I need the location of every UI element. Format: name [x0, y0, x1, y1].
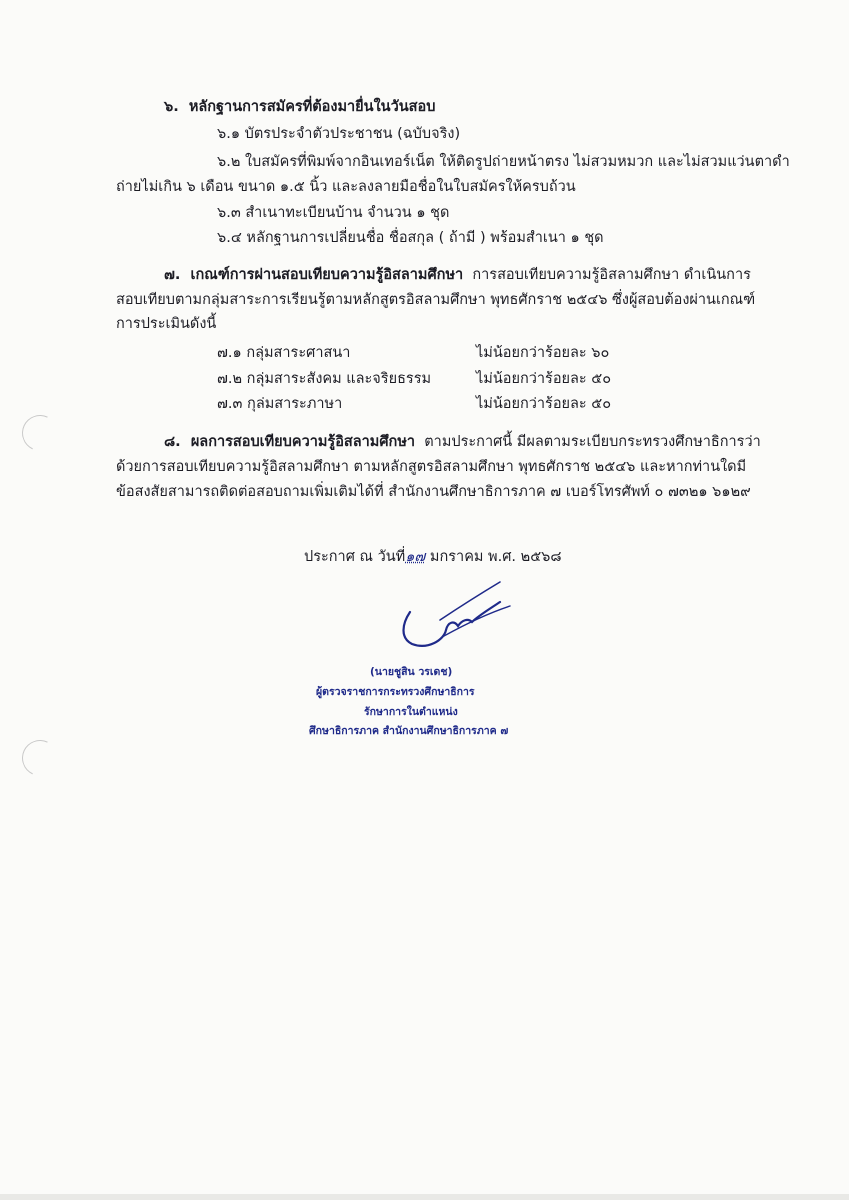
- section8-heading: ๘. ผลการสอบเทียบความรู้อิสลามศึกษา: [164, 434, 416, 450]
- section6-item4: ๖.๔ หลักฐานการเปลี่ยนชื่อ ชื่อสกุล ( ถ้ามี ) พร้อมสำเนา ๑ ชุด: [217, 230, 604, 246]
- signer-office: ศึกษาธิการภาค สำนักงานศึกษาธิการภาค ๗: [309, 725, 509, 737]
- section6-heading: ๖. หลักฐานการสมัครที่ต้องมายื่นในวันสอบ: [164, 99, 436, 115]
- signature-mark: [388, 580, 518, 660]
- section6-item3: ๖.๓ สำเนาทะเบียนบ้าน จำนวน ๑ ชุด: [217, 205, 450, 221]
- section7-line2: สอบเทียบตามกลุ่มสาระการเรียนรู้ตามหลักสูตรอิสลามศึกษา พุทธศักราช ๒๕๔๖ ซึ่งผู้สอบต้องผ่านเกณฑ์: [116, 292, 756, 308]
- signer-name: (นายชูสิน วรเดช): [370, 666, 453, 678]
- criteria-value: ไม่น้อยกว่าร้อยละ ๖๐: [476, 345, 610, 361]
- criteria-label: ๗.๒ กลุ่มสาระสังคม และจริยธรรม: [217, 371, 432, 387]
- criteria-value: ไม่น้อยกว่าร้อยละ ๕๐: [476, 371, 612, 387]
- section6-item1: ๖.๑ บัตรประจำตัวประชาชน (ฉบับจริง): [217, 126, 461, 142]
- criteria-value: ไม่น้อยกว่าร้อยละ ๕๐: [476, 396, 612, 412]
- section8-line1: ๘. ผลการสอบเทียบความรู้อิสลามศึกษา ตามประกาศนี้ มีผลตามระเบียบกระทรวงศึกษาธิการว่า: [164, 434, 761, 450]
- signer-acting: รักษาการในตำแหน่ง: [364, 706, 458, 718]
- punch-hole-mark: [17, 735, 63, 781]
- section6-item2-line2: ถ่ายไม่เกิน ๖ เดือน ขนาด ๑.๕ นิ้ว และลงลายมือชื่อในใบสมัครให้ครบถ้วน: [116, 179, 576, 195]
- punch-hole-mark: [17, 410, 63, 456]
- section7-line1: ๗. เกณฑ์การผ่านสอบเทียบความรู้อิสลามศึกษา การสอบเทียบความรู้อิสลามศึกษา ดำเนินการ: [164, 267, 751, 283]
- section8-line3: ข้อสงสัยสามารถติดต่อสอบถามเพิ่มเติมได้ที่ สำนักงานศึกษาธิการภาค ๗ เบอร์โทรศัพท์ ๐ ๗๓๒๑ ๖๑๒๙: [116, 484, 751, 500]
- section6-item2-line1: ๖.๒ ใบสมัครที่พิมพ์จากอินเทอร์เน็ต ให้ติดรูปถ่ายหน้าตรง ไม่สวมหมวก และไม่สวมแว่นตาดำ: [217, 154, 790, 170]
- section7-heading: ๗. เกณฑ์การผ่านสอบเทียบความรู้อิสลามศึกษา: [164, 267, 464, 283]
- signer-position: ผู้ตรวจราชการกระทรวงศึกษาธิการ: [316, 686, 475, 698]
- criteria-label: ๗.๓ กุล่มสาระภาษา: [217, 396, 343, 412]
- criteria-label: ๗.๑ กลุ่มสาระศาสนา: [217, 345, 351, 361]
- section7-line3: การประเมินดังนี้: [116, 316, 217, 332]
- handwritten-day: ๑๗: [405, 549, 426, 565]
- page-bottom-edge: [0, 1194, 849, 1200]
- section8-line2: ด้วยการสอบเทียบความรู้อิสลามศึกษา ตามหลักสูตรอิสลามศึกษา พุทธศักราช ๒๕๔๖ และหากท่านใดมี: [116, 459, 747, 475]
- announcement-date: ประกาศ ณ วันที่๑๗ มกราคม พ.ศ. ๒๕๖๘: [304, 549, 562, 565]
